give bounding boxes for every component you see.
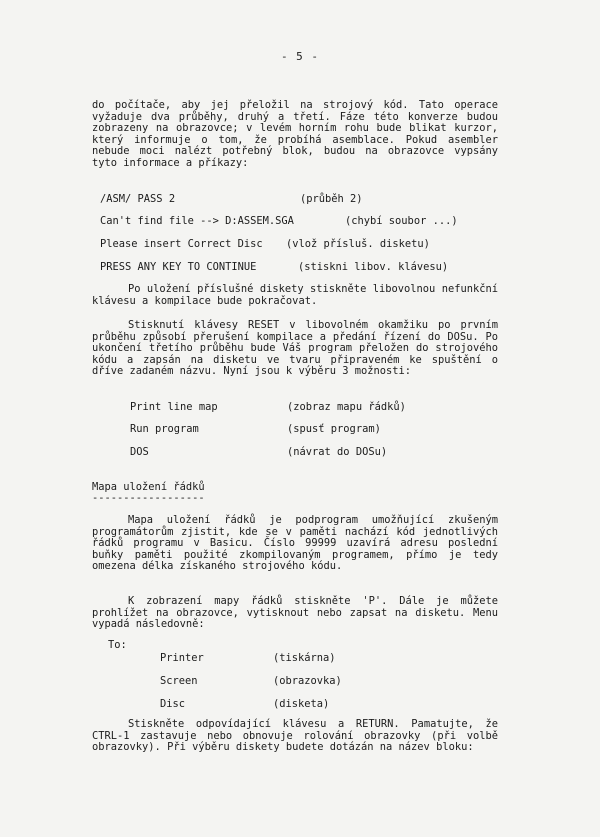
menu-item-label: Screen — [160, 675, 198, 687]
message-cmd: PRESS ANY KEY TO CONTINUE — [100, 261, 257, 273]
message-note: (průběh 2) — [300, 193, 363, 205]
paragraph-map: Mapa uložení řádků je podprogram umožňující zkušeným programátorům zjistit, kde se v paměti nachází kód jednotlivých řádků programu v Basicu. Číslo 99999 uzavírá adresu poslední buňky paměti použité zkompilovaným programem, přímo je tedy omezena délka získaného strojového kódu. — [92, 514, 498, 572]
page-number: - 5 - — [280, 50, 320, 63]
paragraph-keys: Stiskněte odpovídající klávesu a RETURN. Pamatujte, že CTRL-1 zastavuje nebo obnovuje rolování obrazovky (při volbě obrazovky). Při výběru diskety budete dotázán na název bloku: — [92, 718, 498, 753]
message-note: (chybí soubor ...) — [345, 215, 458, 227]
menu-item-label: Disc — [160, 698, 186, 710]
menu-item-desc: (obrazovka) — [273, 675, 342, 687]
message-cmd: Can't find file --> D:ASSEM.SGA — [100, 215, 294, 227]
option-desc: (zobraz mapu řádků) — [287, 401, 406, 413]
option-desc: (návrat do DOSu) — [287, 446, 388, 458]
option-label: Run program — [130, 423, 199, 435]
paragraph-intro: do počítače, aby jej přeložil na strojový kód. Tato operace vyžaduje dva průběhy, druhý a třetí. Fáze této konverze budou zobrazeny na obrazovce; v levém horním rohu bude blikat kurzor, který informuje o tom, že probíhá asemblace. Pokud asembler nebude moci nalézt potřebný blok, budou na obrazovce vypsány tyto informace a příkazy: — [92, 99, 498, 169]
paragraph-continue: Po uložení příslušné diskety stiskněte libovolnou nefunkční klávesu a kompilace bude pokračovat. — [92, 283, 498, 307]
paragraph-show-map: K zobrazení mapy řádků stiskněte 'P'. Dále je můžete prohlížet na obrazovce, vytisknout nebo zapsat na disketu. Menu vypadá následovně: — [92, 595, 498, 630]
option-label: DOS — [130, 446, 149, 458]
section-underline: ------------------ — [92, 492, 205, 504]
option-label: Print line map — [130, 401, 218, 413]
message-cmd: /ASM/ PASS 2 — [100, 193, 176, 205]
paragraph-reset: Stisknutí klávesy RESET v libovolném okamžiku po prvním průběhu způsobí přerušení kompilace a předání řízení do DOSu. Po ukončení třetího průběhu bude Váš program přeložen do strojového kódu a zapsán na disketu ve tvaru připraveném ke spuštění o dříve zadaném názvu. Nyní jsou k výběru 3 možnosti: — [92, 319, 498, 377]
menu-to-label: To: — [108, 639, 127, 651]
message-note: (stiskni libov. klávesu) — [298, 261, 449, 273]
menu-item-desc: (tiskárna) — [273, 652, 336, 664]
menu-item-label: Printer — [160, 652, 204, 664]
message-note: (vlož přísluš. disketu) — [286, 238, 430, 250]
option-desc: (spusť program) — [287, 423, 381, 435]
message-cmd: Please insert Correct Disc — [100, 238, 263, 250]
menu-item-desc: (disketa) — [273, 698, 330, 710]
section-title: Mapa uložení řádků — [92, 481, 205, 493]
